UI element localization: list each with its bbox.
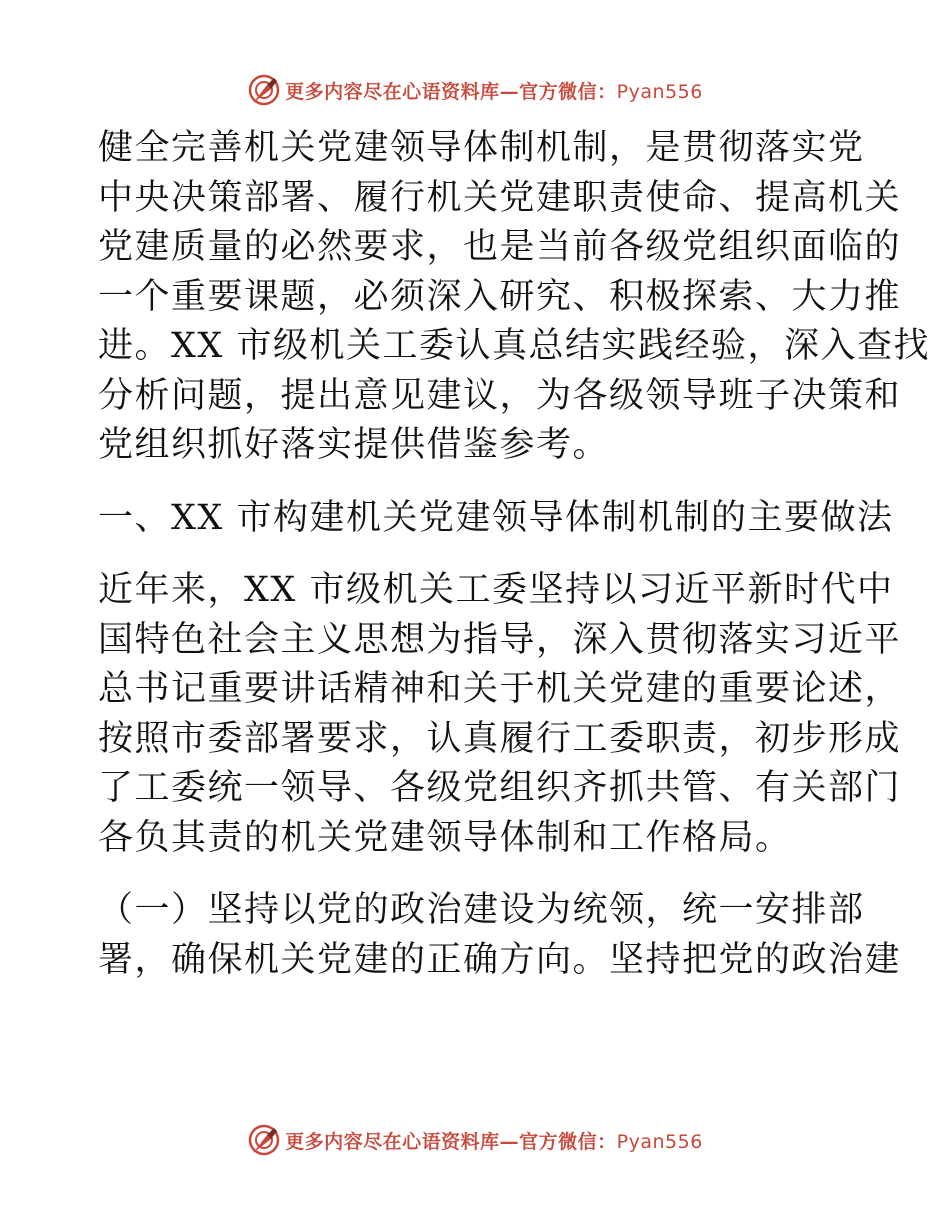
text-line: 署，确保机关党建的正确方向。坚持把党的政治建 [98,939,902,980]
wechat-id: Pyan556 [616,80,703,103]
footer-watermark-banner [0,1120,950,1160]
paragraph-practices [98,566,902,863]
paragraph-subsection-1 [98,886,902,985]
text-line: 各负其责的机关党建领导体制和工作格局。 [98,817,792,858]
header-watermark-banner [0,70,950,110]
text-line: 进。XX 市级机关工委认真总结实践经验，深入查找 [98,326,930,366]
text-line: 一个重要课题，必须深入研究、积极探索、大力推 [98,276,902,317]
text-line: 总书记重要讲话精神和关于机关党建的重要论述， [98,669,902,709]
text-line: 党建质量的必然要求，也是当前各级党组织面临的 [98,227,902,267]
text-line: 健全完善机关党建领导体制机制，是贯彻落实党 [98,128,865,168]
text-line: 国特色社会主义思想为指导，深入贯彻落实习近平 [98,619,902,660]
watermark-text: 更多内容尽在心语资料库—官方微信：Pyan556 [285,80,703,103]
text-line: （一）坚持以党的政治建设为统领，统一安排部 [98,890,865,930]
text-line: 了工委统一领导、各级党组织齐抓共管、有关部门 [98,768,902,808]
text-line: 分析问题，提出意见建议，为各级领导班子决策和 [98,375,902,416]
watermark-text: 更多内容尽在心语资料库—官方微信：Pyan556 [285,1130,703,1153]
document-body [98,124,930,985]
text-line: 近年来，XX 市级机关工委坚持以习近平新时代中 [98,570,894,610]
text-line: 按照市委部署要求，认真履行工委职责，初步形成 [98,718,902,759]
heading-line: 一、XX 市构建机关党建领导体制机制的主要做法 [98,497,894,538]
section-heading [98,494,894,544]
text-line: 党组织抓好落实提供借鉴参考。 [98,425,610,465]
paragraph-intro [98,124,930,471]
pen-logo-icon [247,1123,281,1157]
wechat-id: Pyan556 [616,1130,703,1153]
pen-logo-icon [247,73,281,107]
text-line: 中央决策部署、履行机关党建职责使命、提高机关 [98,177,902,218]
